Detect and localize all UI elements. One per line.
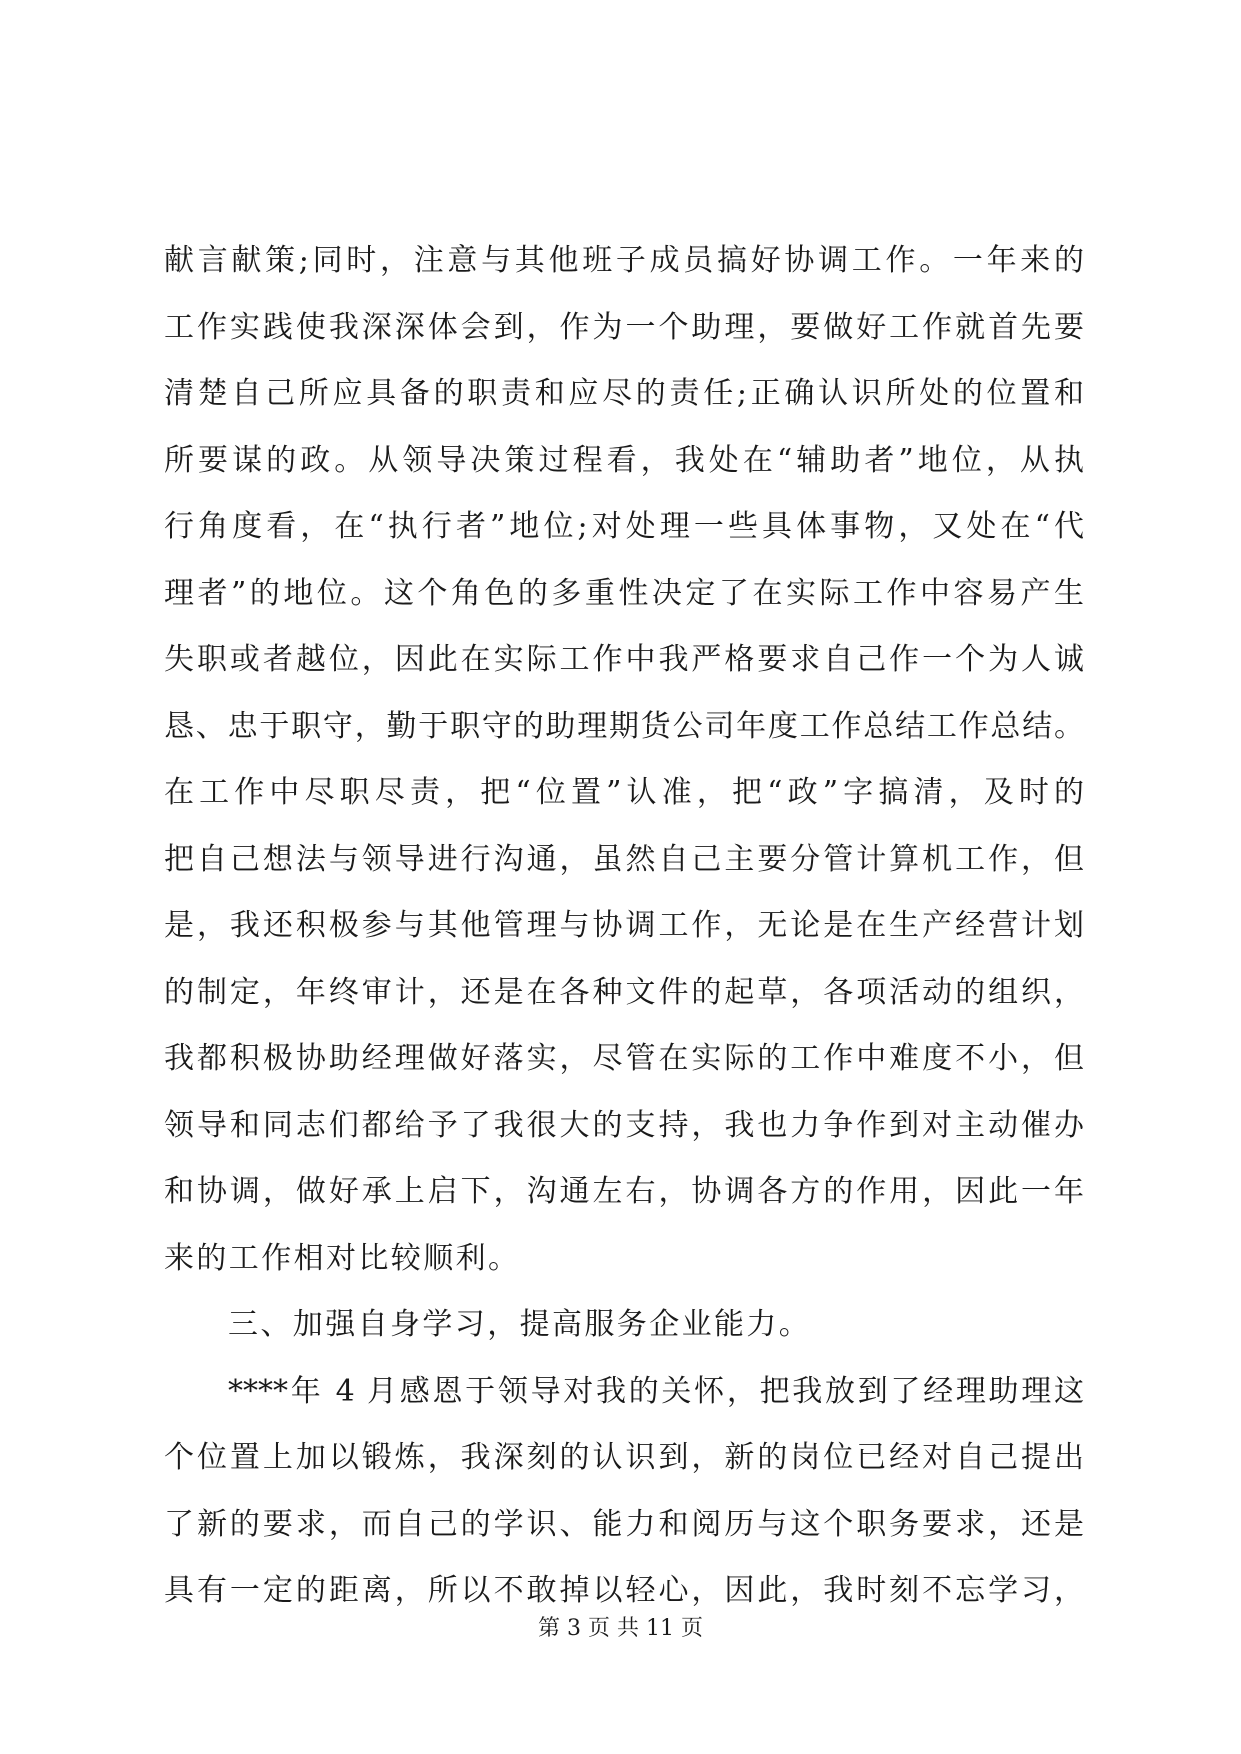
- text-line: 把自己想法与领导进行沟通，虽然自己主要分管计算机工作，但: [164, 841, 1084, 877]
- text-line: ****年 4 月感恩于领导对我的关怀，把我放到了经理助理这: [228, 1373, 1084, 1409]
- text-line: 个位置上加以锻炼，我深刻的认识到，新的岗位已经对自己提出: [164, 1440, 1084, 1475]
- page-number-footer: 第 3 页 共 11 页: [538, 1616, 703, 1641]
- text-line: 理者”的地位。这个角色的多重性决定了在实际工作中容易产生: [164, 575, 1084, 611]
- text-line: 了新的要求，而自己的学识、能力和阅历与这个职务要求，还是: [164, 1506, 1084, 1542]
- text-line: 恳、忠于职守，勤于职守的助理期货公司年度工作总结工作总结。: [164, 708, 1084, 744]
- text-line: 是，我还积极参与其他管理与协调工作，无论是在生产经营计划: [164, 908, 1084, 943]
- text-line: 献言献策;同时，注意与其他班子成员搞好协调工作。一年来的: [164, 243, 1084, 278]
- text-line: 我都积极协助经理做好落实，尽管在实际的工作中难度不小，但: [164, 1041, 1084, 1076]
- text-line: 和协调，做好承上启下，沟通左右，协调各方的作用，因此一年: [164, 1174, 1084, 1209]
- text-line: 行角度看，在“执行者”地位;对处理一些具体事物，又处在“代: [164, 509, 1084, 544]
- text-line: 失职或者越位，因此在实际工作中我严格要求自己作一个为人诚: [164, 642, 1084, 677]
- text-line: 所要谋的政。从领导决策过程看，我处在“辅助者”地位，从执: [164, 442, 1084, 478]
- text-line: 的制定，年终审计，还是在各种文件的起草，各项活动的组织，: [164, 974, 1084, 1010]
- text-line: 来的工作相对比较顺利。: [164, 1240, 521, 1276]
- text-line: 清楚自己所应具备的职责和应尽的责任;正确认识所处的位置和: [164, 376, 1084, 411]
- document-body: [164, 228, 1084, 1625]
- section-heading: 三、加强自身学习，提高服务企业能力。: [228, 1307, 812, 1342]
- text-line: 在工作中尽职尽责，把“位置”认准，把“政”字搞清，及时的: [164, 775, 1084, 810]
- text-line: 领导和同志们都给予了我很大的支持，我也力争作到对主动催办: [164, 1107, 1084, 1143]
- text-line: 具有一定的距离，所以不敢掉以轻心，因此，我时刻不忘学习，: [164, 1573, 1084, 1608]
- text-line: 工作实践使我深深体会到，作为一个助理，要做好工作就首先要: [164, 309, 1084, 345]
